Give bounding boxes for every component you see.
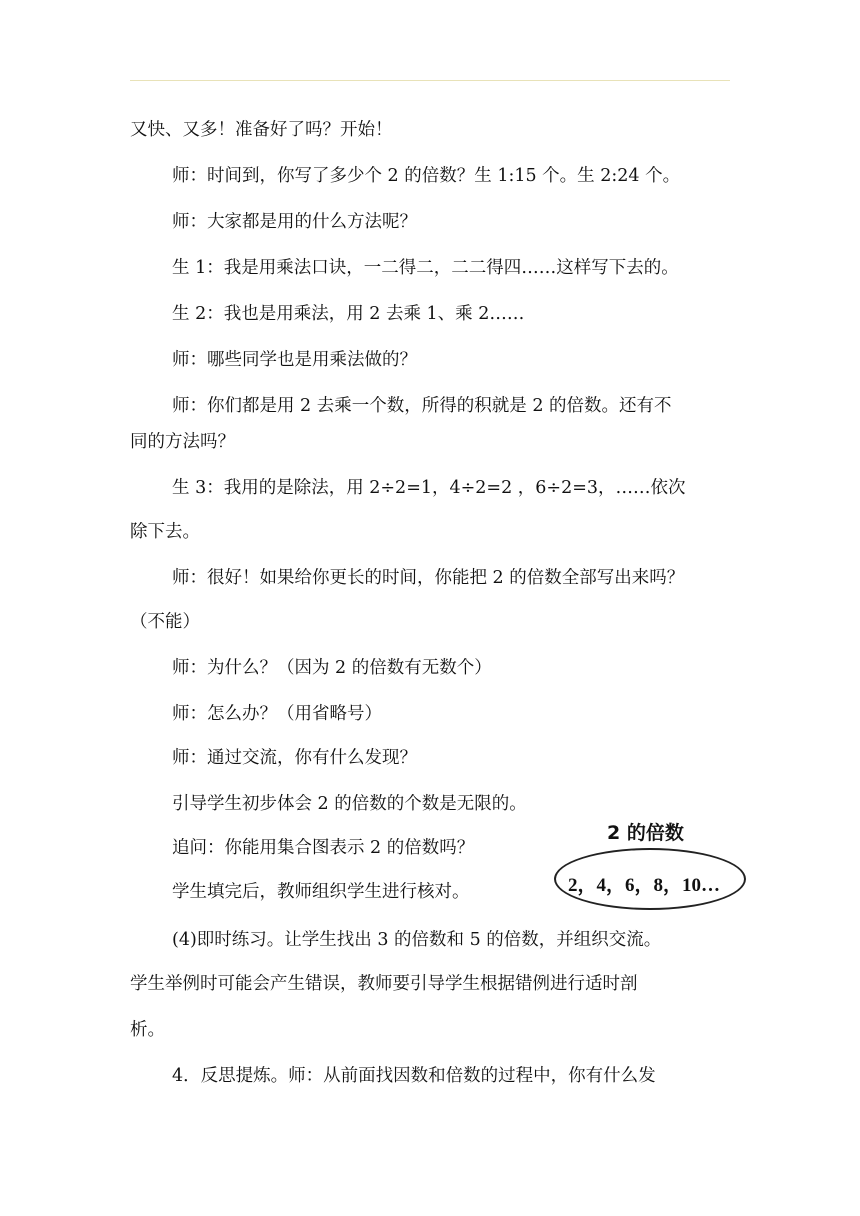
text-line: 又快、又多！准备好了吗？开始！ bbox=[130, 120, 393, 140]
text-line: 4．反思提炼。师：从前面找因数和倍数的过程中，你有什么发 bbox=[172, 1066, 656, 1086]
header-rule bbox=[130, 80, 730, 81]
text-line: 师：时间到，你写了多少个 2 的倍数？生 1:15 个。生 2:24 个。 bbox=[172, 166, 681, 186]
text-line: 学生填完后，教师组织学生进行核对。 bbox=[172, 882, 470, 902]
text-line: 追问：你能用集合图表示 2 的倍数吗？ bbox=[172, 838, 475, 858]
text-line: 学生举例时可能会产生错误，教师要引导学生根据错例进行适时剖 bbox=[130, 974, 638, 994]
text-line: 师：你们都是用 2 去乘一个数，所得的积就是 2 的倍数。还有不 bbox=[172, 396, 672, 416]
text-line: 生 1：我是用乘法口诀，一二得二，二二得四……这样写下去的。 bbox=[172, 258, 679, 278]
text-line: 师：为什么？（因为 2 的倍数有无数个） bbox=[172, 658, 492, 678]
text-line: 师：哪些同学也是用乘法做的？ bbox=[172, 350, 417, 370]
text-line: 除下去。 bbox=[130, 522, 200, 542]
text-line: （不能） bbox=[130, 612, 200, 632]
text-line: 师：大家都是用的什么方法呢？ bbox=[172, 212, 417, 232]
text-line: 析。 bbox=[130, 1020, 165, 1040]
text-line: (4)即时练习。让学生找出 3 的倍数和 5 的倍数，并组织交流。 bbox=[172, 930, 662, 950]
set-diagram-title: 2 的倍数 bbox=[607, 822, 684, 844]
text-line: 生 2：我也是用乘法，用 2 去乘 1、乘 2…… bbox=[172, 304, 525, 324]
set-diagram bbox=[552, 818, 752, 918]
set-diagram-items: 2，4，6，8，10… bbox=[568, 875, 721, 896]
text-line: 师：很好！如果给你更长的时间，你能把 2 的倍数全部写出来吗？ bbox=[172, 568, 685, 588]
text-line: 引导学生初步体会 2 的倍数的个数是无限的。 bbox=[172, 794, 527, 814]
text-line: 师：通过交流，你有什么发现？ bbox=[172, 748, 417, 768]
text-line: 师：怎么办？（用省略号） bbox=[172, 704, 382, 724]
text-line: 生 3：我用的是除法，用 2÷2=1，4÷2=2 ，6÷2=3，……依次 bbox=[172, 478, 686, 498]
text-line: 同的方法吗？ bbox=[130, 432, 235, 452]
